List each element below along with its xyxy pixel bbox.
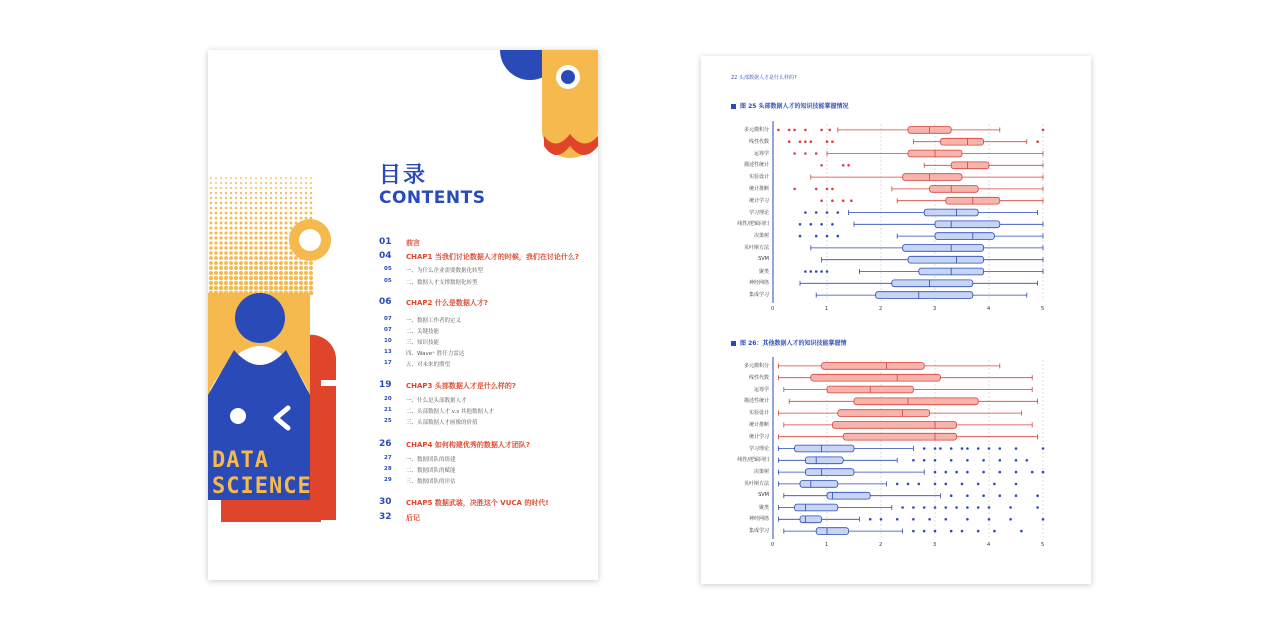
toc-page-number: 28 <box>384 466 392 472</box>
outlier-point <box>945 471 948 474</box>
iqr-box <box>805 457 843 464</box>
toc-page-number: 21 <box>384 407 392 413</box>
toc-entry-title: 二、头部数据人才 v.s 其他数据人才 <box>406 409 494 415</box>
toc-entry-title: CHAP2 什么是数据人才? <box>406 299 488 307</box>
outlier-point <box>1015 459 1018 462</box>
toc-page-number: 05 <box>384 278 392 284</box>
outlier-point <box>1020 530 1023 533</box>
toc-title-english: CONTENTS <box>379 188 486 208</box>
outlier-point <box>923 447 926 450</box>
toc-page-number: 07 <box>384 316 392 322</box>
outlier-point <box>993 530 996 533</box>
toc-entry-title: CHAP3 头部数据人才是什么样的? <box>406 382 516 390</box>
boxplot-row <box>778 481 1017 488</box>
chart-page <box>701 56 1091 584</box>
toc-page-number: 01 <box>379 237 392 247</box>
toc-page-number: 25 <box>384 418 392 424</box>
iqr-box <box>822 363 925 370</box>
toc-page-number: 19 <box>379 380 392 390</box>
outlier-point <box>934 530 937 533</box>
toc-entry-title: 一、为什么企业需要数据化转型 <box>406 268 484 274</box>
outlier-point <box>923 506 926 509</box>
x-tick-label: 2 <box>879 542 883 548</box>
outlier-point <box>1015 494 1018 497</box>
iqr-box <box>805 469 854 476</box>
outlier-point <box>923 459 926 462</box>
outlier-point <box>961 447 964 450</box>
y-category-label: 线性/逻辑回归 <box>737 457 769 464</box>
outlier-point <box>945 483 948 486</box>
outlier-point <box>880 518 883 521</box>
iqr-box <box>854 398 978 405</box>
y-category-label: 学习理论 <box>748 445 769 452</box>
x-tick-label: 1 <box>825 542 829 548</box>
toc-entry-title: 二、数据团队的赋能 <box>406 468 456 474</box>
toc-entry-title: CHAP1 当我们讨论数据人才的时候，我们在讨论什么? <box>406 253 579 261</box>
y-category-label: 实验设计 <box>748 410 769 417</box>
toc-page-number: 05 <box>384 266 392 272</box>
y-category-label: 集成学习 <box>748 528 769 535</box>
outlier-point <box>1042 471 1045 474</box>
outlier-point <box>901 506 904 509</box>
y-category-label: 贝叶斯方法 <box>743 244 769 251</box>
outlier-point <box>988 518 991 521</box>
iqr-box <box>795 445 854 452</box>
toc-entry-title: 五、对未来的期望 <box>406 362 451 368</box>
x-tick-label: 4 <box>987 542 991 548</box>
outlier-point <box>934 459 937 462</box>
outlier-point <box>1015 471 1018 474</box>
y-category-label: 运筹学 <box>753 386 769 393</box>
toc-entry-title: 二、数据人才支撑数据化转型 <box>406 280 478 286</box>
outlier-point <box>912 459 915 462</box>
y-category-label: 聚类 <box>758 268 769 275</box>
y-category-label: 贝叶斯方法 <box>743 480 769 487</box>
iqr-box <box>811 374 941 381</box>
outlier-point <box>993 483 996 486</box>
y-category-label: 统计学习 <box>748 433 769 440</box>
outlier-point <box>1015 483 1018 486</box>
iqr-box <box>816 528 848 535</box>
toc-page-number: 30 <box>379 497 392 507</box>
outlier-point <box>1036 494 1039 497</box>
person-head <box>235 293 285 343</box>
outlier-point <box>966 506 969 509</box>
y-category-label: 描述性统计 <box>743 162 769 169</box>
outlier-point <box>1036 506 1039 509</box>
outlier-point <box>955 506 958 509</box>
outlier-point <box>939 447 942 450</box>
outlier-point <box>966 447 969 450</box>
outlier-point <box>999 459 1002 462</box>
outlier-point <box>912 530 915 533</box>
chart-title-26-text: 图 26：其他数据人才的知识技能掌握情 <box>740 340 847 347</box>
boxplot-row <box>789 398 1037 405</box>
boxplot-row <box>778 410 1021 417</box>
toc-entry-title: 后记 <box>406 514 420 522</box>
toc-entry-title: 四、Wave⁺ 胜任力雷达 <box>406 351 465 357</box>
outlier-point <box>966 459 969 462</box>
boxplot-row <box>778 457 1028 464</box>
iqr-box <box>800 481 838 488</box>
toc-page-number: 26 <box>379 439 392 449</box>
outlier-point <box>999 494 1002 497</box>
iqr-box <box>795 504 838 511</box>
outlier-point <box>934 447 937 450</box>
outlier-point <box>982 471 985 474</box>
boxplot-row <box>784 422 1032 429</box>
toc-page-number: 10 <box>384 338 392 344</box>
y-category-label: 实验设计 <box>748 174 769 181</box>
boxplot-row <box>778 445 1044 452</box>
outlier-point <box>1042 518 1045 521</box>
outlier-point <box>966 471 969 474</box>
toc-entry-title: 一、数据工作者的定义 <box>406 318 462 324</box>
outlier-point <box>950 530 953 533</box>
toc-entry-title: 二、关键技能 <box>406 329 440 335</box>
toc-title-chinese: 目录 <box>379 163 428 188</box>
x-tick-label: 1 <box>825 306 829 312</box>
outlier-point <box>928 518 931 521</box>
outlier-point <box>1031 471 1034 474</box>
outlier-point <box>982 494 985 497</box>
outlier-point <box>945 518 948 521</box>
outlier-point <box>961 530 964 533</box>
toc-page-number: 04 <box>379 251 392 261</box>
toc-page <box>208 50 598 580</box>
outlier-point <box>999 447 1002 450</box>
y-category-label: 学习理论 <box>748 209 769 216</box>
y-category-label: 描述性统计 <box>743 398 769 405</box>
boxplot-row <box>784 528 1023 535</box>
toc-entry-title: 三、数据团队的评估 <box>406 479 456 485</box>
toc-page-number: 06 <box>379 297 392 307</box>
x-tick-label: 3 <box>933 306 937 312</box>
y-category-label: SVM <box>758 255 769 262</box>
outlier-point <box>977 506 980 509</box>
outlier-point <box>896 518 899 521</box>
boxplot-row <box>778 516 1044 523</box>
outlier-point <box>912 506 915 509</box>
cover-word-data: DATA <box>212 448 269 473</box>
outlier-point <box>1015 447 1018 450</box>
toc-entry-title: 三、知识技能 <box>406 340 440 346</box>
boxplot-row <box>778 504 1039 511</box>
boxplot-row <box>778 374 1032 381</box>
toc-page-number: 20 <box>384 396 392 402</box>
x-tick-label: 0 <box>771 542 775 548</box>
toc-page-number: 13 <box>384 349 392 355</box>
running-header: 22 头部数据人才是什么样的? <box>731 75 797 81</box>
iqr-box <box>800 516 822 523</box>
y-category-label: 统计学习 <box>748 197 769 204</box>
y-category-label: 线性代数 <box>748 374 769 381</box>
top-right-shapes <box>500 50 598 158</box>
outlier-point <box>966 494 969 497</box>
toc-entry-title: 一、什么是头部数据人才 <box>406 398 467 404</box>
outlier-point <box>912 518 915 521</box>
x-tick-label: 5 <box>1041 542 1045 548</box>
x-tick-label: 4 <box>987 306 991 312</box>
toc-page-number: 32 <box>379 512 392 522</box>
toc-entry-title: CHAP5 数据武装，决胜这个 VUCA 的时代! <box>406 499 549 507</box>
outlier-point <box>977 530 980 533</box>
outlier-point <box>1009 506 1012 509</box>
outlier-point <box>977 483 980 486</box>
outlier-point <box>869 518 872 521</box>
y-category-label: 统计推断 <box>748 421 769 428</box>
y-category-label: 多元微积分 <box>743 362 769 369</box>
toc-page-number: 17 <box>384 360 392 366</box>
y-category-label: 神经网络 <box>748 280 769 287</box>
outlier-point <box>961 483 964 486</box>
outlier-point <box>955 471 958 474</box>
x-tick-label: 3 <box>933 542 937 548</box>
y-category-label: 线性/逻辑回归 <box>737 221 769 228</box>
toc-entry-title: 三、头部数据人才画像的价值 <box>406 420 478 426</box>
toc-page-number: 29 <box>384 477 392 483</box>
outlier-point <box>1042 447 1045 450</box>
toc-page-number: 27 <box>384 455 392 461</box>
outlier-point <box>950 494 953 497</box>
boxplot-row <box>784 386 1032 393</box>
outlier-point <box>988 447 991 450</box>
outlier-point <box>934 506 937 509</box>
boxplot-row <box>778 469 1044 476</box>
iqr-box <box>843 433 956 440</box>
toc-entry-title: 前言 <box>406 239 420 247</box>
x-tick-label: 0 <box>771 306 775 312</box>
outlier-point <box>934 483 937 486</box>
chart-title-25-text: 图 25 头部数据人才的知识技能掌握情况 <box>740 103 849 110</box>
outlier-point <box>977 447 980 450</box>
outlier-point <box>934 471 937 474</box>
outlier-point <box>999 471 1002 474</box>
outlier-point <box>988 506 991 509</box>
toc-page-number: 07 <box>384 327 392 333</box>
outlier-point <box>1026 459 1029 462</box>
y-category-label: 运筹学 <box>753 150 769 157</box>
y-category-label: 聚类 <box>758 504 769 511</box>
y-category-label: 决策树 <box>753 233 769 240</box>
outlier-point <box>945 506 948 509</box>
boxplot-row <box>778 433 1037 440</box>
x-tick-label: 2 <box>879 306 883 312</box>
y-category-label: 集成学习 <box>748 292 769 299</box>
x-tick-label: 5 <box>1041 306 1045 312</box>
y-category-label: 线性代数 <box>748 138 769 145</box>
cover-word-science: SCIENCE <box>212 474 312 499</box>
iqr-box <box>838 410 930 417</box>
outlier-point <box>966 518 969 521</box>
outlier-point <box>1009 518 1012 521</box>
eye-dot <box>230 408 246 424</box>
toc-entry-title: 一、数据团队的组建 <box>406 457 456 463</box>
outlier-point <box>950 459 953 462</box>
y-category-label: SVM <box>758 491 769 498</box>
boxplot-row <box>778 363 999 370</box>
y-category-label: 决策树 <box>753 469 769 476</box>
y-category-label: 统计推断 <box>748 185 769 192</box>
iqr-box <box>832 422 956 429</box>
outlier-point <box>982 459 985 462</box>
outlier-point <box>923 530 926 533</box>
iqr-box <box>827 492 870 499</box>
boxplot-row <box>784 492 1039 499</box>
outlier-point <box>896 483 899 486</box>
y-category-label: 神经网络 <box>748 516 769 523</box>
outlier-point <box>950 447 953 450</box>
outlier-point <box>907 483 910 486</box>
y-category-label: 多元微积分 <box>743 126 769 133</box>
toc-entry-title: CHAP4 如何构建优秀的数据人才团队? <box>406 441 530 449</box>
yellow-ring-inner <box>299 229 321 251</box>
outlier-point <box>918 483 921 486</box>
